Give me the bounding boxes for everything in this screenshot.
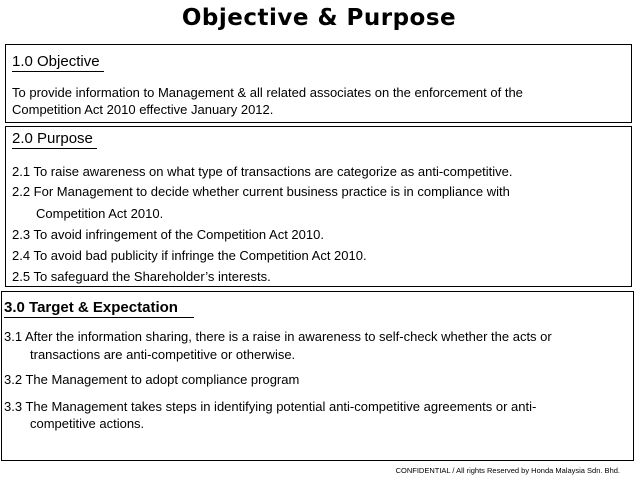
purpose-item-2-1: 2.1 To raise awareness on what type of transactions are categorize as anti-competitive.: [12, 164, 513, 179]
target-item-3-1-continued: transactions are anti-competitive or otherwise.: [30, 347, 296, 362]
target-item-3-1: 3.1 After the information sharing, there is a raise in awareness to self-check whether the acts or: [4, 329, 552, 344]
page-title: Objective & Purpose: [181, 5, 457, 31]
target-item-3-3: 3.3 The Management takes steps in identifying potential anti-competitive agreements or anti-: [4, 399, 537, 414]
confidential-footer: CONFIDENTIAL / All rights Reserved by Honda Malaysia Sdn. Bhd.: [395, 466, 620, 475]
objective-section: [5, 44, 632, 123]
purpose-section: [5, 126, 632, 287]
purpose-item-2-4: 2.4 To avoid bad publicity if infringe the Competition Act 2010.: [12, 248, 367, 263]
purpose-item-2-2: 2.2 For Management to decide whether current business practice is in compliance with: [12, 184, 510, 199]
target-item-3-3-continued: competitive actions.: [30, 416, 145, 431]
target-item-3-2: 3.2 The Management to adopt compliance program: [4, 372, 300, 387]
objective-heading: 1.0 Objective: [12, 53, 100, 70]
purpose-heading-underline: [12, 148, 97, 149]
target-heading: 3.0 Target & Expectation: [4, 299, 178, 316]
purpose-item-2-5: 2.5 To safeguard the Shareholder’s interests.: [12, 269, 271, 284]
purpose-heading: 2.0 Purpose: [12, 130, 93, 147]
purpose-item-2-3: 2.3 To avoid infringement of the Competition Act 2010.: [12, 227, 324, 242]
target-heading-underline: [4, 317, 194, 318]
objective-line-1: To provide information to Management & all related associates on the enforcement of the: [12, 85, 523, 100]
target-expectation-section: [1, 291, 634, 461]
purpose-item-2-2-continued: Competition Act 2010.: [36, 206, 164, 221]
objective-line-2: Competition Act 2010 effective January 2012.: [12, 102, 274, 117]
objective-heading-underline: [12, 71, 104, 72]
